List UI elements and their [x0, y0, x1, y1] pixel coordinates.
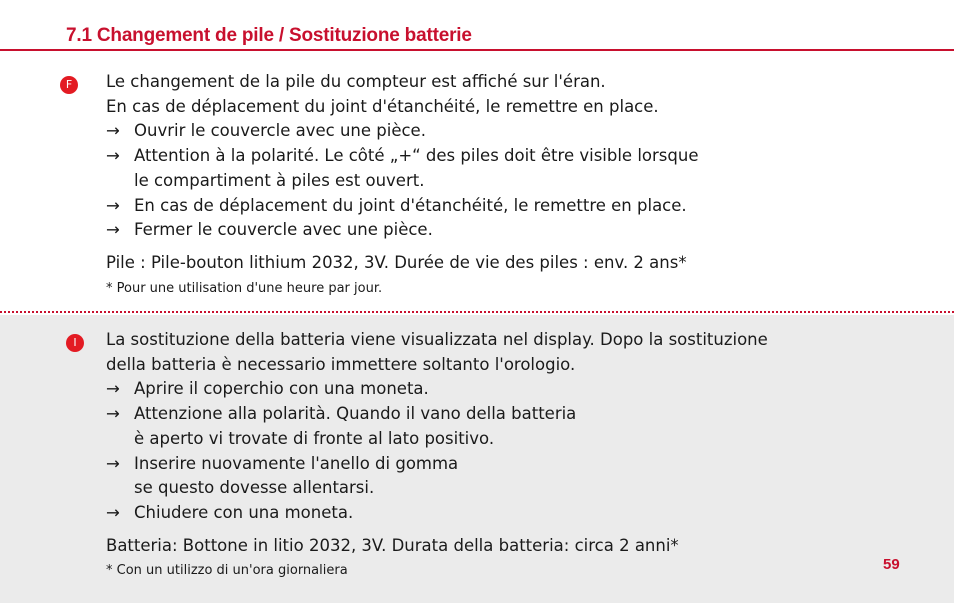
- italian-step-3: [106, 452, 768, 501]
- french-step-4: [106, 218, 698, 243]
- italian-step-2-text-1: Attenzione alla polarità. Quando il vano della batteria: [134, 404, 577, 424]
- french-battery-info: Pile : Pile-bouton lithium 2032, 3V. Durée de vie des piles : env. 2 ans*: [106, 252, 687, 272]
- section-divider: [0, 311, 954, 313]
- italian-step-1: [106, 377, 768, 402]
- section-title: 7.1 Changement de pile / Sostituzione batterie: [66, 25, 472, 46]
- italian-intro-1: La sostituzione della batteria viene visualizzata nel display. Dopo la sostituzione: [106, 330, 768, 349]
- french-footnote: * Pour une utilisation d'une heure par jour.: [106, 280, 383, 296]
- arrow-right-icon: →: [106, 379, 120, 399]
- italian-step-4-text: Chiudere con una moneta.: [134, 502, 354, 522]
- language-badge-it: I: [66, 334, 84, 352]
- italian-step-2: [106, 402, 768, 451]
- arrow-right-icon: →: [106, 220, 120, 240]
- language-badge-fr: F: [60, 76, 78, 94]
- french-step-1-text: Ouvrir le couvercle avec une pièce.: [134, 121, 426, 141]
- arrow-right-icon: →: [106, 404, 120, 424]
- page-number: 59: [883, 556, 900, 573]
- french-step-4-text: Fermer le couvercle avec une pièce.: [134, 220, 433, 240]
- italian-battery-info: Batteria: Bottone in litio 2032, 3V. Durata della batteria: circa 2 anni*: [106, 535, 679, 555]
- french-intro-1: Le changement de la pile du compteur est affiché sur l'éran.: [106, 72, 606, 91]
- french-step-2: [106, 144, 698, 193]
- french-intro-2: En cas de déplacement du joint d'étanchéité, le remettre en place.: [106, 96, 659, 116]
- french-step-1: [106, 119, 698, 144]
- arrow-right-icon: →: [106, 121, 120, 141]
- arrow-right-icon: →: [106, 502, 120, 522]
- italian-step-2-text-2: è aperto vi trovate di fronte al lato positivo.: [134, 428, 495, 448]
- italian-footnote: * Con un utilizzo di un'ora giornaliera: [106, 563, 348, 579]
- arrow-right-icon: →: [106, 146, 120, 166]
- french-section: [106, 70, 698, 299]
- italian-step-3-text-2: se questo dovesse allentarsi.: [134, 478, 375, 498]
- arrow-right-icon: →: [106, 453, 120, 473]
- title-divider: [0, 49, 954, 51]
- french-step-2-text-2: le compartiment à piles est ouvert.: [134, 170, 425, 190]
- italian-intro-2: della batteria è necessario immettere soltanto l'orologio.: [106, 354, 576, 374]
- arrow-right-icon: →: [106, 195, 120, 215]
- italian-step-4: [106, 501, 768, 526]
- italian-step-1-text: Aprire il coperchio con una moneta.: [134, 379, 429, 399]
- italian-step-3-text-1: Inserire nuovamente l'anello di gomma: [134, 453, 459, 473]
- french-step-3-text: En cas de déplacement du joint d'étanchéité, le remettre en place.: [134, 195, 687, 215]
- french-step-2-text-1: Attention à la polarité. Le côté „+“ des piles doit être visible lorsque: [134, 146, 699, 166]
- italian-section: [106, 328, 768, 581]
- french-step-3: [106, 194, 698, 219]
